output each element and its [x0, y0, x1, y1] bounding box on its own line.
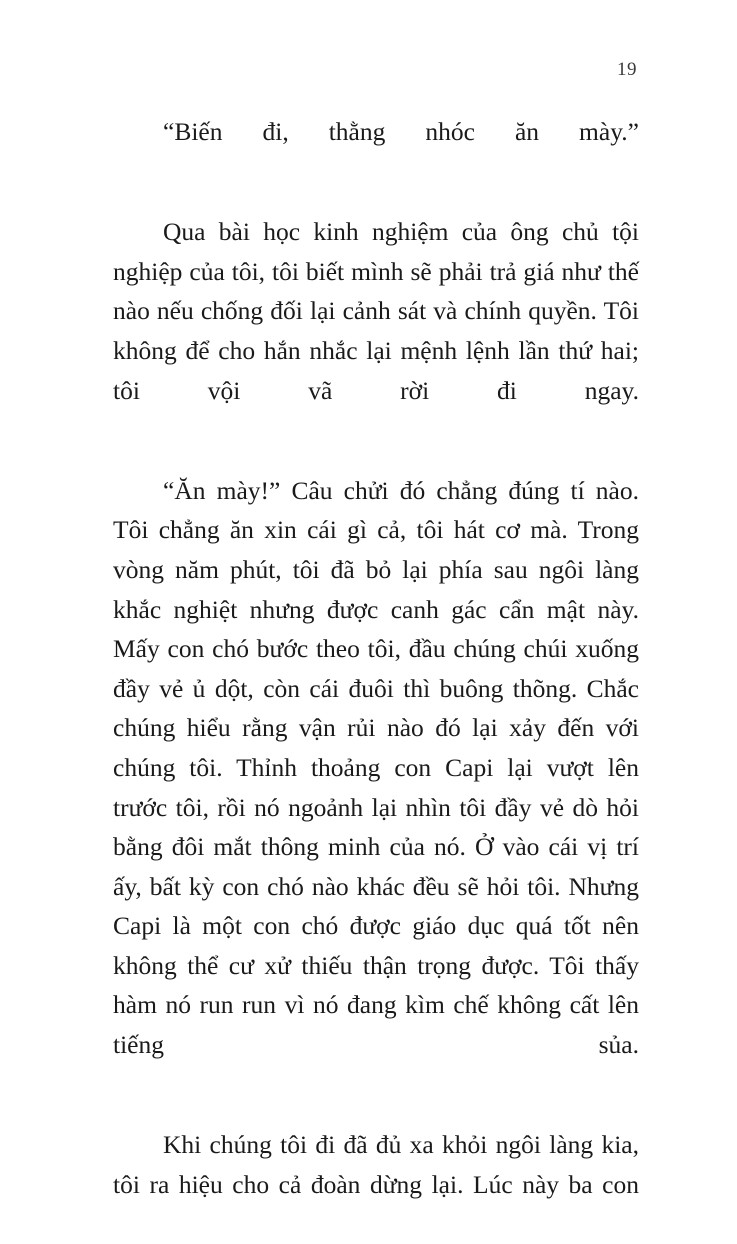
paragraph: Khi chúng tôi đi đã đủ xa khỏi ngôi làng kia, tôi ra hiệu cho cả đoàn dừng lại. Lúc này ba con [113, 1130, 639, 1199]
paragraph: “Biến đi, thằng nhóc ăn mày.” [163, 117, 639, 146]
text-block [113, 112, 639, 1244]
paragraph: “Ăn mày!” Câu chửi đó chẳng đúng tí nào. Tôi chẳng ăn xin cái gì cả, tôi hát cơ mà. Trong vòng năm phút, tôi đã bỏ lại phía sau ngôi làng khắc nghiệt nhưng được canh gác cẩn mật này. Mấy con chó bước theo tôi, đầu chúng chúi xuống đầy vẻ ủ dột, còn cái đuôi thì buông thõng. Chắc chúng hiểu rằng vận rủi nào đó lại xảy đến với chúng tôi. Thỉnh thoảng con Capi lại vượt lên trước tôi, rồi nó ngoảnh lại nhìn tôi đầy vẻ dò hỏi bằng đôi mắt thông minh của nó. Ở vào cái vị trí ấy, bất kỳ con chó nào khác đều sẽ hỏi tôi. Nhưng Capi là một con chó được giáo dục quá tốt nên không thể cư xử thiếu thận trọng được. Tôi thấy hàm nó run run vì nó đang kìm chế không cất lên tiếng sủa. [113, 475, 639, 1060]
page-number: 19 [617, 59, 637, 80]
paragraph: Qua bài học kinh nghiệm của ông chủ tội nghiệp của tôi, tôi biết mình sẽ phải trả giá như thế nào nếu chống đối lại cảnh sát và chính quyền. Tôi không để cho hắn nhắc lại mệnh lệnh lần thứ hai; tôi vội vã rời đi ngay. [113, 217, 639, 405]
